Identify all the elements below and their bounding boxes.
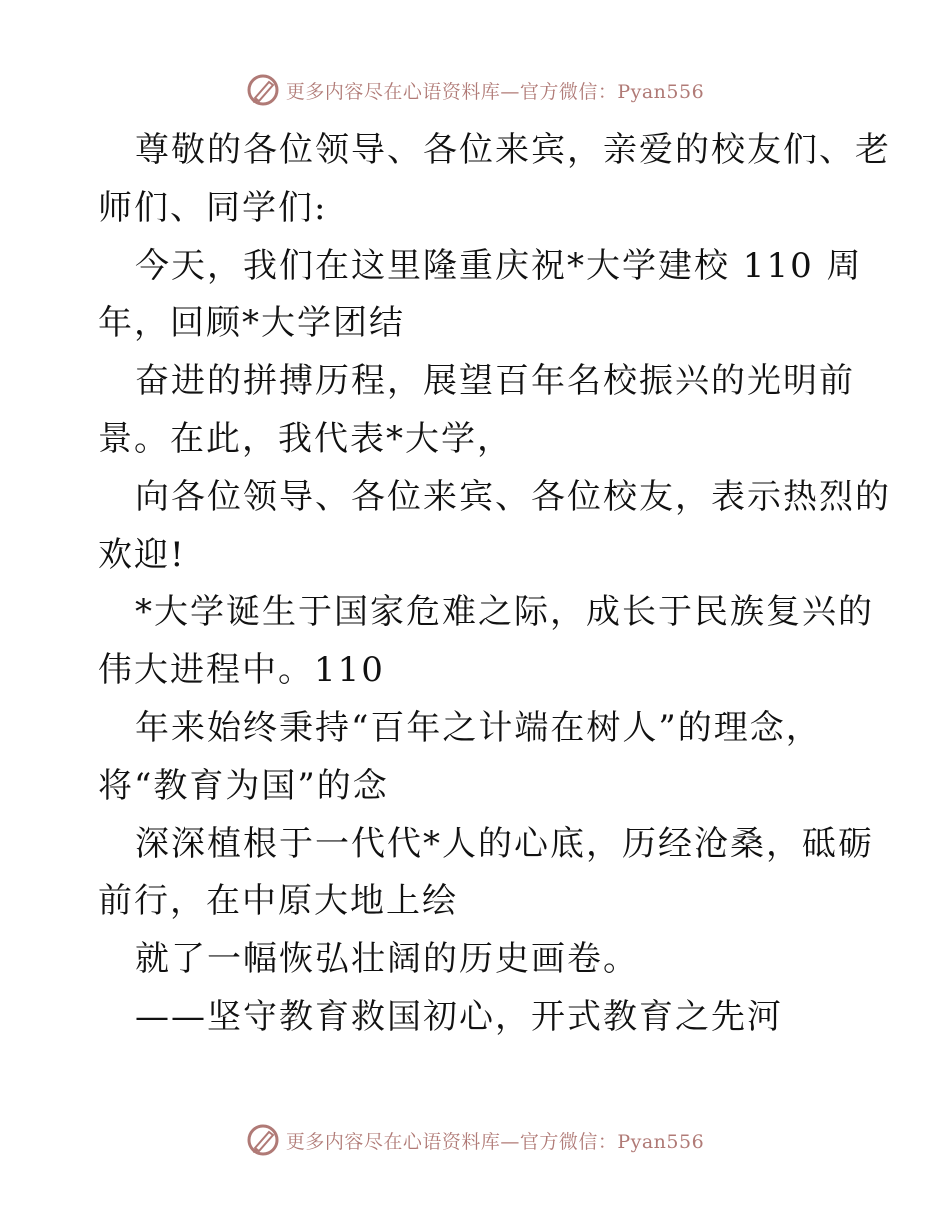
text-line: 向各位领导、各位来宾、各位校友，表示热烈的 (135, 476, 891, 517)
footer-watermark (0, 1120, 950, 1160)
pen-circle-logo-icon (246, 73, 280, 107)
text-line: 年来始终秉持“百年之计端在树人”的理念， (135, 707, 822, 748)
text-line: 今天，我们在这里隆重庆祝*大学建校 110 周 (135, 245, 863, 286)
watermark-text: 更多内容尽在心语资料库—官方微信：Pyan556 (285, 1130, 705, 1153)
text-line: ——坚守教育救国初心，开式教育之先河 (135, 996, 783, 1037)
text-line: 年，回顾*大学团结 (98, 303, 405, 344)
watermark-text: 更多内容尽在心语资料库—官方微信：Pyan556 (285, 80, 705, 103)
text-line: 就了一幅恢弘壮阔的历史画卷。 (135, 939, 639, 980)
text-line: 师们、同学们: (98, 187, 328, 228)
document-body (98, 122, 891, 1047)
text-line: 奋进的拼搏历程，展望百年名校振兴的光明前 (135, 361, 855, 402)
text-line: 欢迎! (98, 534, 186, 575)
pen-circle-logo-icon (246, 1123, 280, 1157)
text-line: 伟大进程中。110 (98, 650, 385, 691)
text-line: 前行，在中原大地上绘 (98, 881, 458, 922)
text-line: 将“教育为国”的念 (98, 765, 389, 806)
text-line: 深深植根于一代代*人的心底，历经沧桑，砥砺 (135, 823, 874, 864)
text-line: 景。在此，我代表*大学， (98, 418, 513, 459)
text-line: *大学诞生于国家危难之际，成长于民族复兴的 (135, 592, 874, 633)
header-watermark (0, 70, 950, 110)
text-line: 尊敬的各位领导、各位来宾，亲爱的校友们、老 (135, 130, 891, 170)
